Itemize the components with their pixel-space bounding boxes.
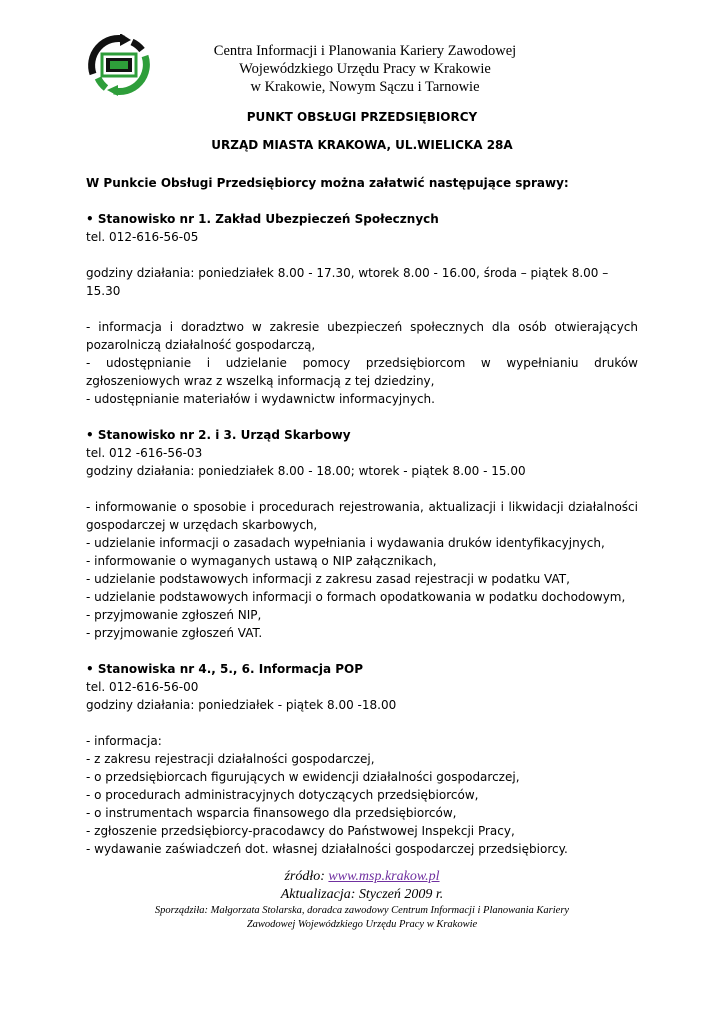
section-2-item: - informowanie o sposobie i procedurach rejestrowania, aktualizacji i likwidacji działalności gospodarczej w urzędach skarbowych,	[86, 500, 638, 532]
section-2-item: - udzielanie podstawowych informacji o formach opodatkowania w podatku dochodowym,	[86, 590, 626, 604]
update-date: Aktualizacja: Styczeń 2009 r.	[280, 887, 444, 902]
section-2-item: - udzielanie podstawowych informacji z zakresu zasad rejestracji w podatku VAT,	[86, 572, 570, 586]
section-2-item: - przyjmowanie zgłoszeń NIP,	[86, 608, 262, 622]
section-1-hours: godziny działania: poniedziałek 8.00 - 17.30, wtorek 8.00 - 16.00, środa – piątek 8.00 – 15.30	[86, 266, 609, 298]
source-link[interactable]: www.msp.krakow.pl	[328, 869, 440, 884]
section-2-item: - udzielanie informacji o zasadach wypełniania i wydawania druków identyfikacyjnych,	[86, 536, 605, 550]
section-1-item: - udostępnianie i udzielanie pomocy przedsiębiorcom w wypełnianiu druków zgłoszeniowych wraz z wszelką informacją z tej dziedziny,	[86, 356, 638, 388]
document-footer	[0, 868, 724, 932]
org-line-3: w Krakowie, Nowym Sączu i Tarnowie	[250, 79, 480, 95]
section-2-hours: godziny działania: poniedziałek 8.00 - 18.00; wtorek - piątek 8.00 - 15.00	[86, 464, 526, 478]
section-3-hours: godziny działania: poniedziałek - piątek 8.00 -18.00	[86, 698, 397, 712]
cipkz-logo-icon	[84, 34, 154, 96]
org-line-1: Centra Informacji i Planowania Kariery Zawodowej	[213, 43, 517, 59]
document-subtitle: URZĄD MIASTA KRAKOWA, UL.WIELICKA 28A	[211, 138, 513, 152]
section-1-heading: • Stanowisko nr 1. Zakład Ubezpieczeń Społecznych	[86, 212, 439, 226]
section-3-heading: • Stanowiska nr 4., 5., 6. Informacja POP	[86, 662, 364, 676]
document-body	[86, 174, 638, 858]
section-1-item: - udostępnianie materiałów i wydawnictw informacyjnych.	[86, 392, 435, 406]
author-line-1: Sporządziła: Małgorzata Stolarska, doradca zawodowy Centrum Informacji i Planowania Kariery	[154, 905, 570, 916]
section-3-item: - z zakresu rejestracji działalności gospodarczej,	[86, 752, 375, 766]
document-header	[0, 32, 724, 96]
section-1-item: - informacja i doradztwo w zakresie ubezpieczeń społecznych dla osób otwierających pozarolniczą działalność gospodarczą,	[86, 320, 638, 352]
source-label: źródło:	[284, 869, 329, 884]
section-2-phone: tel. 012 -616-56-03	[86, 446, 203, 460]
section-3-item: - o procedurach administracyjnych dotyczących przedsiębiorców,	[86, 788, 479, 802]
document-title: PUNKT OBSŁUGI PRZEDSIĘBIORCY	[246, 110, 478, 124]
org-line-2: Wojewódzkiego Urzędu Pracy w Krakowie	[239, 61, 491, 77]
section-3-item: - o przedsiębiorcach figurujących w ewidencji działalności gospodarczej,	[86, 770, 520, 784]
organization-name	[160, 42, 570, 96]
section-2-item: - przyjmowanie zgłoszeń VAT.	[86, 626, 263, 640]
source-line	[0, 868, 724, 886]
section-3-item: - o instrumentach wsparcia finansowego dla przedsiębiorców,	[86, 806, 457, 820]
section-3-phone: tel. 012-616-56-00	[86, 680, 199, 694]
author-line-2: Zawodowej Wojewódzkiego Urzędu Pracy w Krakowie	[246, 919, 478, 930]
section-3-item: - informacja:	[86, 734, 162, 748]
section-1-phone: tel. 012-616-56-05	[86, 230, 199, 244]
section-3-item: - zgłoszenie przedsiębiorcy-pracodawcy do Państwowej Inspekcji Pracy,	[86, 824, 515, 838]
intro-text: W Punkcie Obsługi Przedsiębiorcy można załatwić następujące sprawy:	[86, 176, 569, 190]
section-2-heading: • Stanowisko nr 2. i 3. Urząd Skarbowy	[86, 428, 351, 442]
section-2-item: - informowanie o wymaganych ustawą o NIP załącznikach,	[86, 554, 437, 568]
section-3-item: - wydawanie zaświadczeń dot. własnej działalności gospodarczej przedsiębiorcy.	[86, 842, 568, 856]
